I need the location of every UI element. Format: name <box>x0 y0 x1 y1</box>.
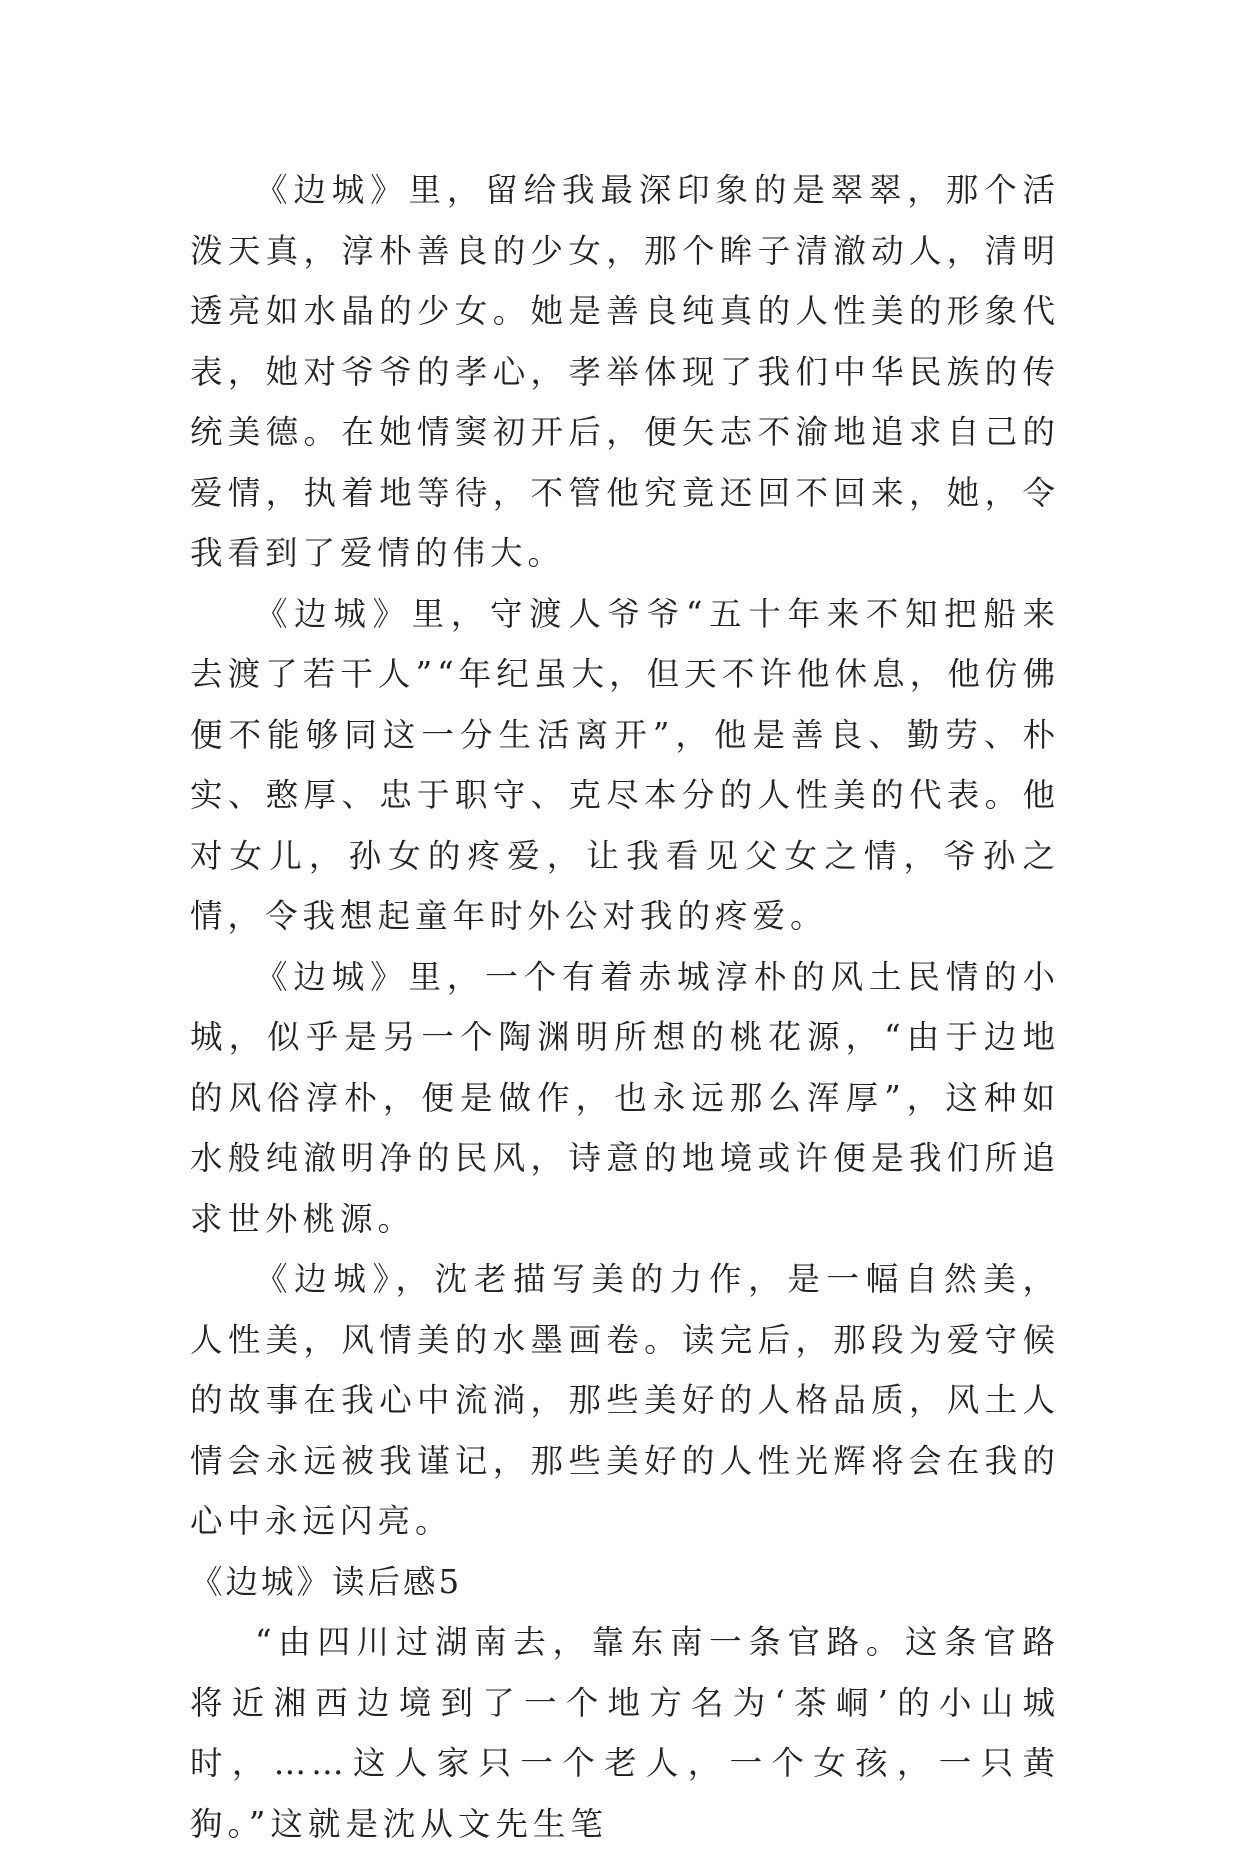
paragraph-summary: 《边城》，沈老描写美的力作，是一幅自然美，人性美，风情美的水墨画卷。读完后，那段为爱守候的故事在我心中流淌，那些美好的人格品质，风土人情会永远被我谨记，那些美好的人性光辉将会在我的心中永远闪亮。 <box>190 1260 1060 1540</box>
paragraph-opening-quote: “由四川过湖南去，靠东南一条官路。这条官路将近湘西边境到了一个地方名为‘茶峒’的小山城时，……这人家只一个老人，一个女孩，一只黄狗。”这就是沈从文先生笔 <box>190 1623 1060 1843</box>
paragraph-town: 《边城》里，一个有着赤城淳朴的风土民情的小城，似乎是另一个陶渊明所想的桃花源，“由于边地的风俗淳朴，便是做作，也永远那么浑厚”，这种如水般纯澈明净的民风，诗意的地境或许便是我们所追求世外桃源。 <box>190 957 1060 1238</box>
section-heading: 《边城》读后感5 <box>190 1562 463 1601</box>
paragraph-cuicui: 《边城》里，留给我最深印象的是翠翠，那个活泼天真，淳朴善良的少女，那个眸子清澈动人，清明透亮如水晶的少女。她是善良纯真的人性美的形象代表，她对爷爷的孝心，孝举体现了我们中华民族的传统美德。在她情窦初开后，便矢志不渝地追求自己的爱情，执着地等待，不管他究竟还回不回来，她，令我看到了爱情的伟大。 <box>190 171 1060 572</box>
document-body <box>190 160 1060 1854</box>
paragraph-grandfather: 《边城》里，守渡人爷爷“五十年来不知把船来去渡了若干人”“年纪虽大，但天不许他休息，他仿佛便不能够同这一分生活离开”，他是善良、勤劳、朴实、憨厚、忠于职守、克尽本分的人性美的代表。他对女儿，孙女的疼爱，让我看见父女之情，爷孙之情，令我想起童年时外公对我的疼爱。 <box>190 594 1060 935</box>
